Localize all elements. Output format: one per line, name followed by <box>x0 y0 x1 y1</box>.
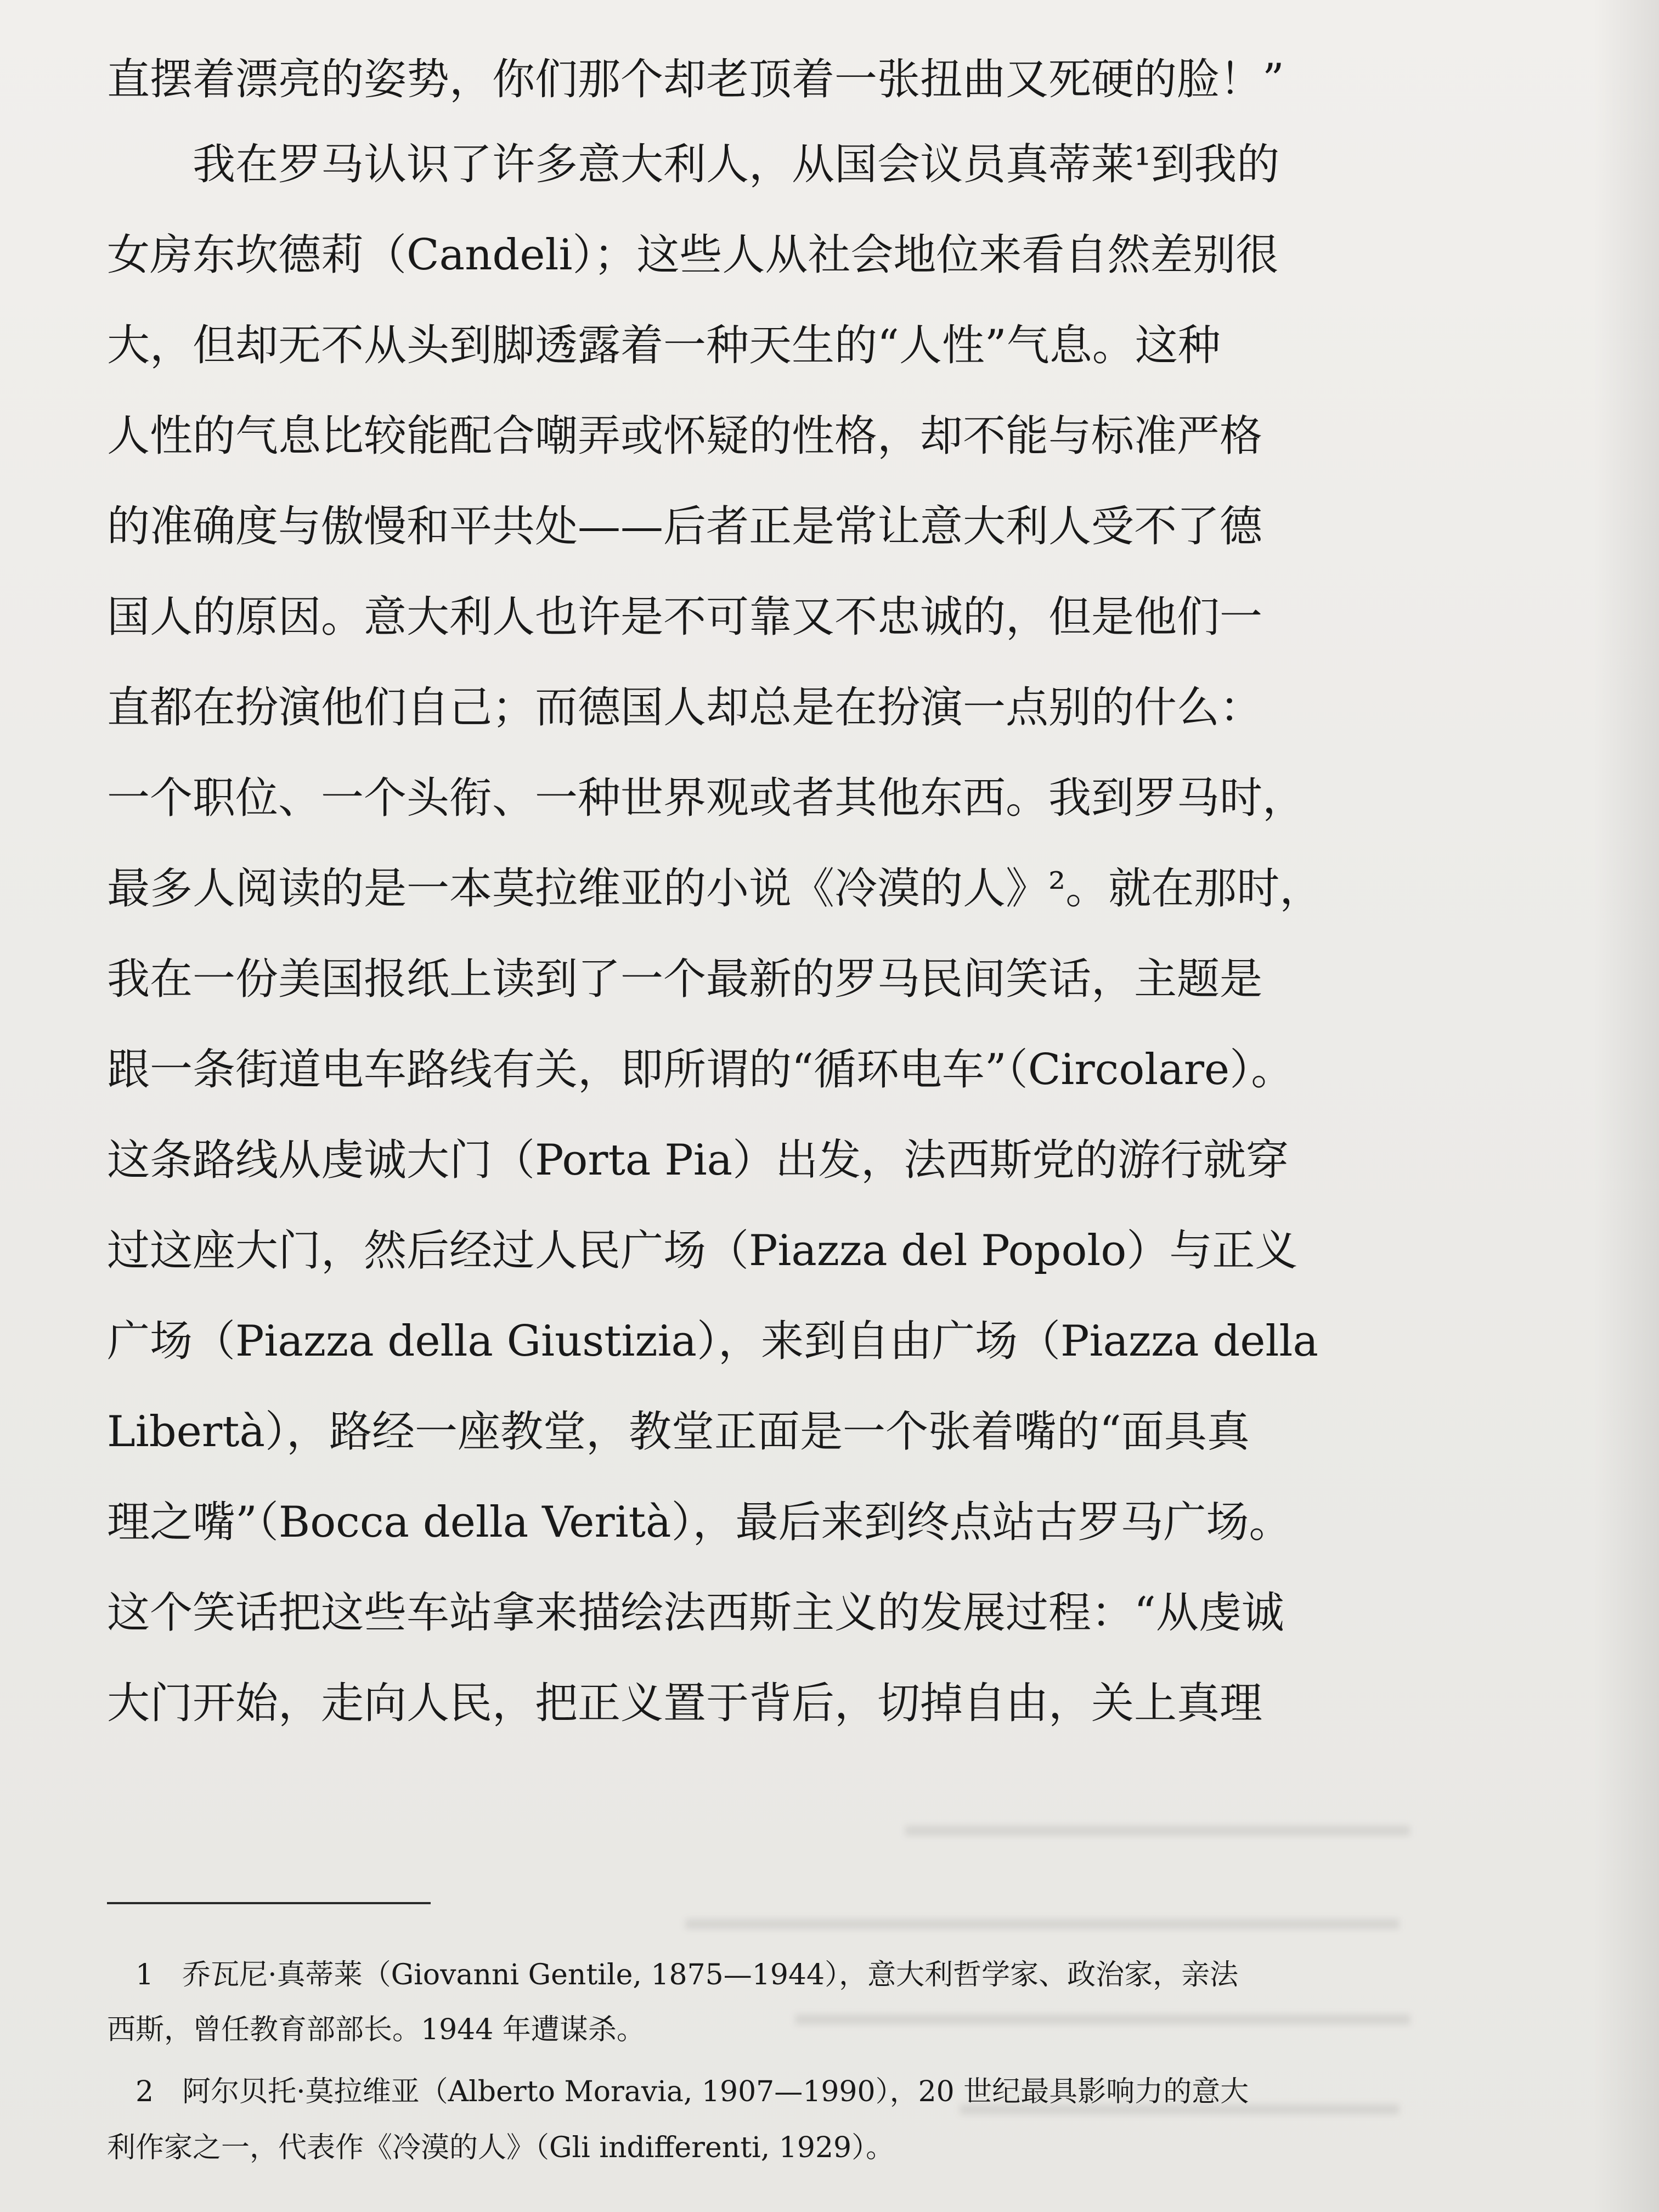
text-line: 理之嘴”（Bocca della Verità），最后来到终点站古罗马广场。 <box>107 1498 1292 1547</box>
text-line: 直摆着漂亮的姿势，你们那个却老顶着一张扭曲又死硬的脸！” <box>107 55 1284 104</box>
text-line: 的准确度与傲慢和平共处——后者正是常让意大利人受不了德 <box>107 502 1263 551</box>
text-line: 大，但却无不从头到脚透露着一种天生的“人性”气息。这种 <box>107 321 1221 370</box>
footnote-line: 1 乔瓦尼·真蒂莱（Giovanni Gentile, 1875—1944），意大利哲学家、政治家，亲法 <box>107 1959 1239 1991</box>
footnote-line: 2 阿尔贝托·莫拉维亚（Alberto Moravia, 1907—1990），20 世纪最具影响力的意大 <box>107 2075 1249 2108</box>
footnote-line: 西斯，曾任教育部部长。1944 年遭谋杀。 <box>107 2013 645 2046</box>
page-edge-shadow <box>1593 0 1659 2212</box>
text-line: 人性的气息比较能配合嘲弄或怀疑的性格，却不能与标准严格 <box>107 411 1263 461</box>
footnote-divider <box>107 1902 431 1904</box>
text-line: 过这座大门，然后经过人民广场（Piazza del Popolo）与正义 <box>107 1226 1298 1276</box>
text-line: 这个笑话把这些车站拿来描绘法西斯主义的发展过程：“从虔诚 <box>107 1588 1284 1638</box>
text-line: 大门开始，走向人民，把正义置于背后，切掉自由，关上真理 <box>107 1679 1263 1728</box>
text-line: 女房东坎德莉（Candeli）；这些人从社会地位来看自然差别很 <box>107 230 1279 280</box>
text-line: 跟一条街道电车路线有关，即所谓的“循环电车”（Circolare）。 <box>107 1045 1294 1094</box>
show-through-text <box>905 1826 1410 1836</box>
text-line: 我在罗马认识了许多意大利人，从国会议员真蒂莱¹到我的 <box>107 140 1280 189</box>
show-through-text <box>686 1919 1399 1929</box>
text-line: 直都在扮演他们自己；而德国人却总是在扮演一点别的什么： <box>107 683 1263 732</box>
text-line: 国人的原因。意大利人也许是不可靠又不忠诚的，但是他们一 <box>107 592 1263 642</box>
text-line: Libertà），路经一座教堂，教堂正面是一个张着嘴的“面具真 <box>107 1407 1250 1457</box>
text-line: 最多人阅读的是一本莫拉维亚的小说《冷漠的人》²。就在那时， <box>107 864 1323 913</box>
text-line: 一个职位、一个头衔、一种世界观或者其他东西。我到罗马时， <box>107 774 1306 823</box>
text-line: 广场（Piazza della Giustizia），来到自由广场（Piazza della <box>107 1317 1318 1366</box>
text-line: 这条路线从虔诚大门（Porta Pia）出发，法西斯党的游行就穿 <box>107 1136 1289 1185</box>
footnote-line: 利作家之一，代表作《冷漠的人》（Gli indifferenti, 1929）。 <box>107 2131 895 2164</box>
text-line: 我在一份美国报纸上读到了一个最新的罗马民间笑话，主题是 <box>107 955 1263 1004</box>
